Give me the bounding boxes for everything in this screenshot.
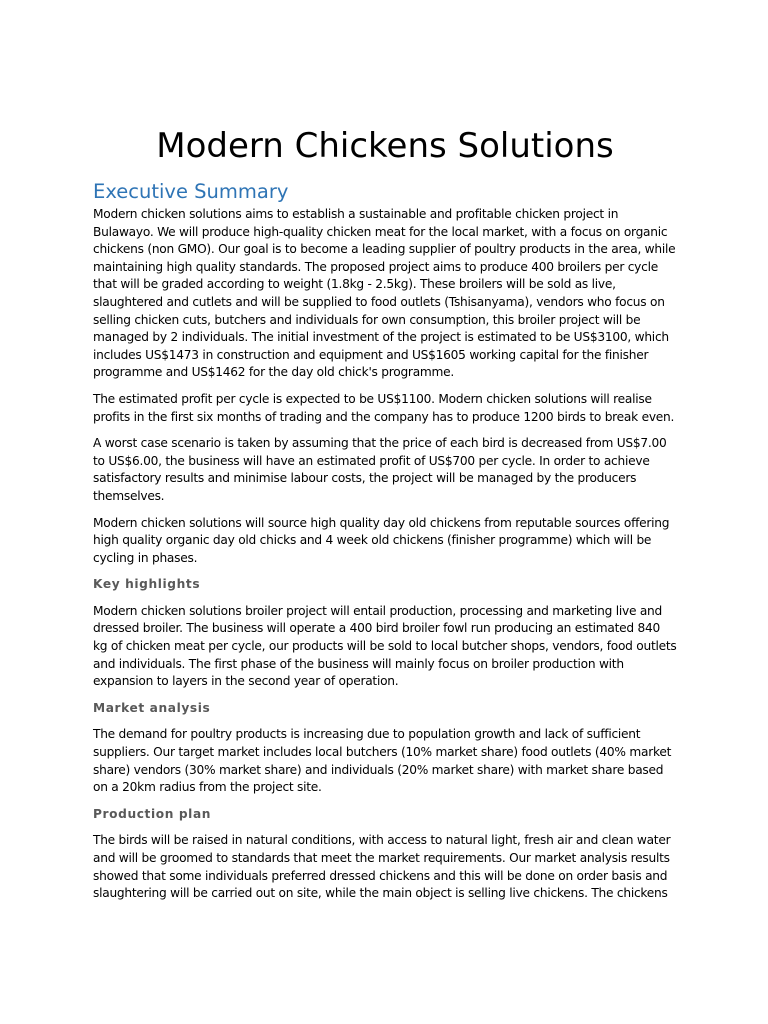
summary-paragraph: The estimated profit per cycle is expected to be US$1100. Modern chicken solutions will realise profits in the first six months of trading and the company has to produce 1200 birds to break even. — [93, 391, 675, 424]
document-body — [93, 206, 677, 912]
market-analysis-paragraph: The demand for poultry products is increasing due to population growth and lack of sufficient suppliers. Our target market includes local butchers (10% market share) food outlets (40% market share) vendors (30% market share) and individuals (20% market share) with market share based on a 20km radius from the project site. — [93, 727, 672, 795]
key-highlights-paragraph: Modern chicken solutions broiler project will entail production, processing and marketing live and dressed broiler. The business will operate a 400 bird broiler fowl run producing an estimated 840 kg of chicken meat per cycle, our products will be sold to local butcher shops, vendors, food outlets and individuals. The first phase of the business will mainly focus on broiler production with expansion to layers in the second year of operation. — [93, 603, 677, 689]
summary-paragraph: Modern chicken solutions will source high quality day old chickens from reputable sources offering high quality organic day old chicks and 4 week old chickens (finisher programme) which will be cycling in phases. — [93, 515, 670, 565]
production-plan-paragraph: The birds will be raised in natural conditions, with access to natural light, fresh air and clean water and will be groomed to standards that meet the market requirements. Our market analysis results showed that some individuals preferred dressed chickens and this will be done on order basis and slaughtering will be carried out on site, while the main object is selling live chickens. The chickens — [93, 833, 671, 901]
summary-paragraph: A worst case scenario is taken by assuming that the price of each bird is decreased from US$7.00 to US$6.00, the business will have an estimated profit of US$700 per cycle. In order to achieve satisfactory results and minimise labour costs, the project will be managed by the producers themselves. — [93, 436, 667, 503]
executive-summary-heading: Executive Summary — [93, 180, 289, 203]
key-highlights-heading: Key highlights — [93, 577, 201, 592]
production-plan-heading: Production plan — [93, 806, 212, 821]
document-title: Modern Chickens Solutions — [156, 126, 614, 166]
market-analysis-heading: Market analysis — [93, 700, 211, 715]
summary-paragraph: Modern chicken solutions aims to establish a sustainable and profitable chicken project in Bulawayo. We will produce high-quality chicken meat for the local market, with a focus on organic chickens (non GMO). Our goal is to become a leading supplier of poultry products in the area, while maintaining high quality standards. The proposed project aims to produce 400 broilers per cycle that will be graded according to weight (1.8kg - 2.5kg). These broilers will be sold as live, slaughtered and cutlets and will be supplied to food outlets (Tshisanyama), vendors who focus on selling chicken cuts, butchers and individuals for own consumption, this broiler project will be managed by 2 individuals. The initial investment of the project is estimated to be US$3100, which includes US$1473 in construction and equipment and US$1605 working capital for the finisher programme and US$1462 for the day old chick's programme. — [93, 207, 676, 380]
